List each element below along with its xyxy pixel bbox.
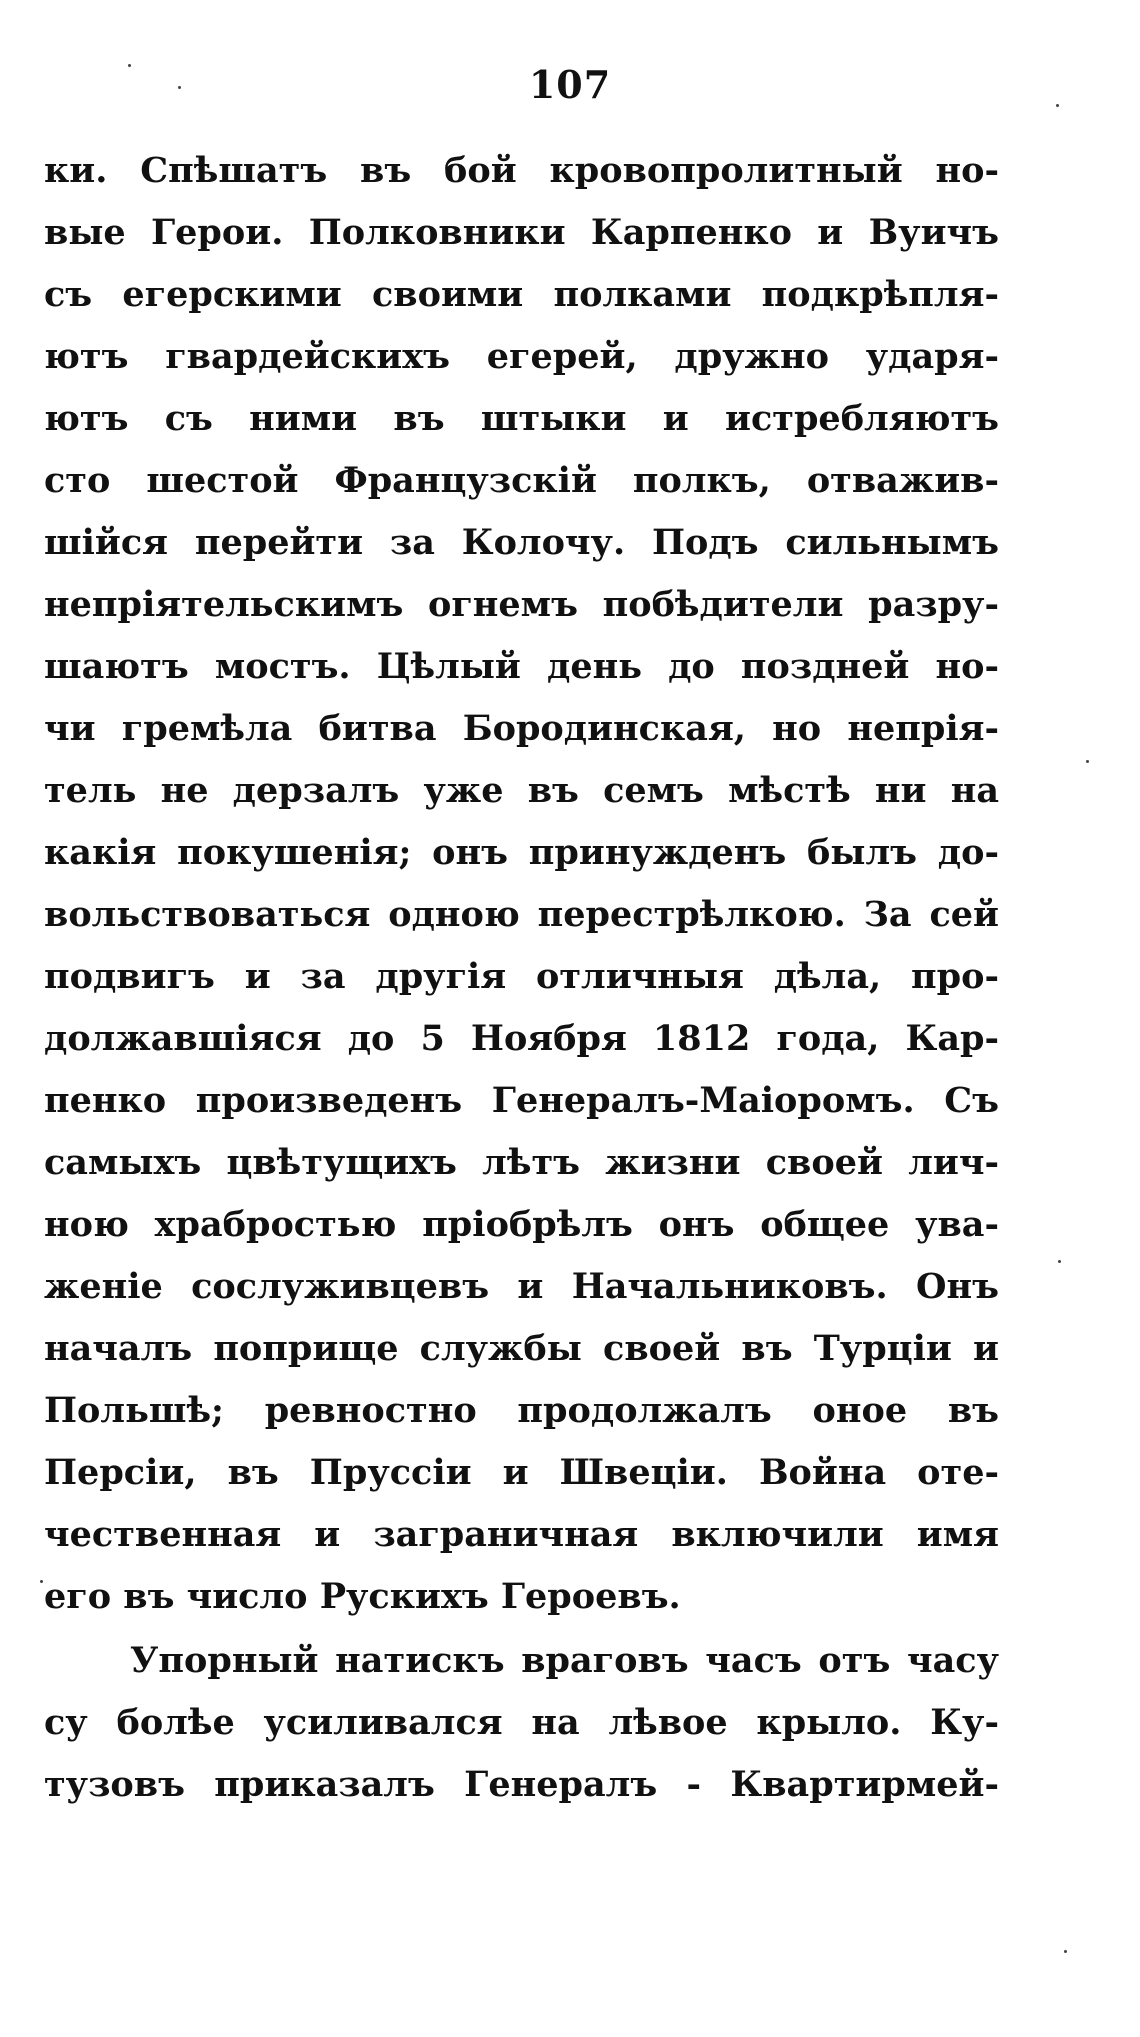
text-line: его въ число Рускихъ Героевъ. (44, 1576, 681, 1617)
text-line: съ егерскими своими полками подкрѣпля- (44, 274, 999, 315)
text-line: ною храбростью пріобрѣлъ онъ общее ува- (44, 1204, 999, 1245)
page-number: 107 (528, 62, 612, 107)
text-line: шаютъ мостъ. Цѣлый день до поздней но- (44, 646, 999, 687)
print-speck (178, 86, 181, 89)
text-line: Персіи, въ Пруссіи и Швеціи. Война оте- (44, 1452, 999, 1493)
text-line: ютъ съ ними въ штыки и истребляютъ (44, 398, 999, 439)
text-line: должавшіяся до 5 Ноября 1812 года, Кар- (44, 1018, 999, 1059)
text-line: непріятельскимъ огнемъ побѣдители разру- (44, 584, 999, 625)
text-line: шійся перейти за Колочу. Подъ сильнымъ (44, 522, 999, 563)
text-line: началъ поприще службы своей въ Турціи и (44, 1328, 999, 1369)
text-line: чи гремѣла битва Бородинская, но непрія- (44, 708, 999, 749)
text-line: су болѣе усиливался на лѣвое крыло. Ку- (44, 1702, 999, 1743)
print-speck (40, 1580, 43, 1583)
text-line: сто шестой Французскій полкъ, отважив- (44, 460, 999, 501)
text-line: какія покушенія; онъ принужденъ былъ до- (44, 832, 999, 873)
text-line: подвигъ и за другія отличныя дѣла, про- (44, 956, 999, 997)
print-speck (1056, 104, 1059, 107)
text-line: вольствоваться одною перестрѣлкою. За сей (44, 894, 999, 935)
text-line: тель не дерзалъ уже въ семъ мѣстѣ ни на (44, 770, 999, 811)
text-line: ютъ гвардейскихъ егерей, дружно ударя- (44, 336, 999, 377)
print-speck (1064, 1950, 1067, 1953)
text-line: женіе сослуживцевъ и Начальниковъ. Онъ (44, 1266, 999, 1307)
text-line: тузовъ приказалъ Генералъ - Квартирмей- (44, 1764, 999, 1805)
print-speck (1086, 760, 1089, 763)
text-line: чественная и заграничная включили имя (44, 1514, 999, 1555)
text-line: Польшѣ; ревностно продолжалъ оное въ (44, 1390, 999, 1431)
body-text (44, 140, 999, 1816)
text-line: самыхъ цвѣтущихъ лѣтъ жизни своей лич- (44, 1142, 999, 1183)
text-line: ки. Спѣшатъ въ бой кровопролитный но- (44, 150, 999, 191)
text-line: пенко произведенъ Генералъ-Маіоромъ. Съ (44, 1080, 999, 1121)
print-speck (128, 64, 131, 67)
text-line: вые Герои. Полковники Карпенко и Вуичъ (44, 212, 999, 253)
print-speck (1058, 1260, 1061, 1263)
text-line: Упорный натискъ враговъ часъ отъ часу (130, 1640, 999, 1681)
